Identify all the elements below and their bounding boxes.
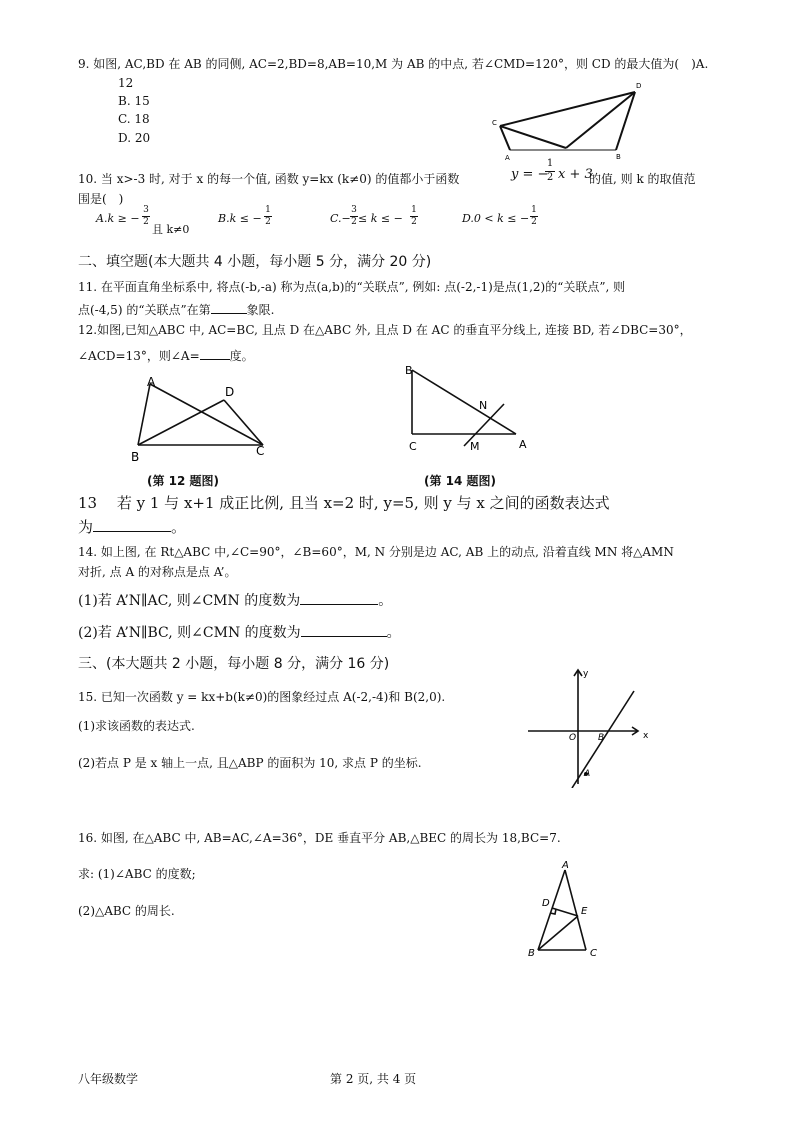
fig14-label-n: N [479,399,488,412]
q9-option-d: D. 20 [118,131,151,145]
fig14-caption: (第 14 题图) [424,474,497,488]
q10-option-b: B.k ≤ − 1 2 [218,205,271,227]
q14-sub1: (1)若 A’N∥AC, 则∠CMN 的度数为 。 [78,593,393,609]
q11-line2: 点(-4,5) 的“关联点”在第 象限. [78,303,275,317]
q10-option-a: A.k ≥ − 3 2 且 k≠0 [96,205,190,236]
fig12-label-d: D [225,385,235,399]
fig16-label-b: B [528,948,535,959]
q9-label-c: C [492,119,497,127]
fig15-label-y: y [583,669,589,679]
fig12-label-b: B [131,450,140,464]
q13-line1: 13 若 y 1 与 x+1 成正比例, 且当 x=2 时, y=5, 则 y 与 x 之间的函数表达式 [78,494,610,512]
fig12-caption: (第 12 题图) [147,474,220,488]
q10-option-c: C.− 3 2 ≤ k ≤ − 1 2 [330,205,417,227]
fig14-label-c: C [409,440,417,453]
fig12 [128,368,278,466]
fig14-label-b: B [405,364,413,377]
fig14-label-a: A [519,438,527,451]
fig14 [400,360,540,460]
q14-line2: 对折, 点 A 的对称点是点 A’。 [78,565,237,579]
footer-page-number: 第 2 页, 共 4 页 [330,1072,417,1086]
q9-stem: 9. 如图, AC,BD 在 AB 的同侧, AC=2,BD=8,AB=10,M 为 AB 的中点, 若∠CMD=120°，则 CD 的最大值为( )A. [78,57,709,71]
q9-option-c: C. 18 [118,112,150,126]
q9-label-a: A [505,154,510,162]
q16-sub2: (2)△ABC 的周长. [78,904,175,918]
fig15 [526,664,650,788]
fig16-label-a: A [562,860,569,871]
q16-sub1: 求: (1)∠ABC 的度数; [78,867,196,881]
q13-line2: 为 。 [78,518,187,536]
q14-line1: 14. 如上图, 在 Rt△ABC 中,∠C=90°，∠B=60°，M, N 分别是边 AC, AB 上的动点, 沿着直线 MN 将△AMN [78,545,674,559]
fig15-label-b: B [598,733,605,743]
q16-line1: 16. 如图, 在△ABC 中, AB=AC,∠A=36°，DE 垂直平分 AB,△BEC 的周长为 18,BC=7. [78,831,561,845]
fig15-label-a: A [584,769,591,779]
section-3-heading: 三、(本大题共 2 小题，每小题 8 分，满分 16 分) [78,656,390,672]
q9-label-b: B [616,153,621,161]
fig15-label-x: x [643,731,649,741]
footer-subject: 八年级数学 [78,1072,139,1086]
q11-line1: 11. 在平面直角坐标系中, 将点(-b,-a) 称为点(a,b)的“关联点”, 例如: 点(-2,-1)是点(1,2)的“关联点”, 则 [78,280,626,294]
fig14-label-m: M [470,440,480,453]
q9-label-d: D [636,82,642,90]
q11-answer-blank[interactable] [211,301,247,314]
fig12-label-a: A [147,375,156,389]
q12-answer-blank[interactable] [200,347,230,360]
q10-stem-line1b: 的值, 则 k 的取值范 [589,172,696,186]
q15-line1: 15. 已知一次函数 y = kx+b(k≠0)的图象经过点 A(-2,-4)和 B(2,0). [78,690,446,704]
fig15-label-o: O [569,733,577,743]
q12-line1: 12.如图,已知△ABC 中, AC=BC, 且点 D 在△ABC 外, 且点 D 在 AC 的垂直平分线上, 连接 BD, 若∠DBC=30°， [78,323,692,337]
q10-formula-num: 1 [546,158,554,169]
q15-sub2: (2)若点 P 是 x 轴上一点, 且△ABP 的面积为 10, 求点 P 的坐标. [78,756,422,770]
q14-sub1-blank[interactable] [300,592,378,605]
q10-formula-tail: x + 3 [558,167,593,182]
fig16-label-e: E [581,906,588,917]
q12-line2: ∠ACD=13°，则∠A= 度。 [78,349,254,363]
section-2-heading: 二、填空题(本大题共 4 小题，每小题 5 分，满分 20 分) [78,254,432,270]
q15-sub1: (1)求该函数的表达式. [78,719,195,733]
fig16 [520,856,608,960]
q10-stem-line2: 围是( ) [78,192,124,206]
fig16-label-c: C [590,948,597,959]
q9-figure [488,78,648,162]
q14-sub2-blank[interactable] [301,624,387,637]
q10-stem-line1a: 10. 当 x>-3 时, 对于 x 的每一个值, 函数 y=kx (k≠0) 的值都小于函数 [78,172,460,186]
q9-option-b: B. 15 [118,94,150,108]
fig16-label-d: D [542,898,550,909]
q14-sub2: (2)若 A’N∥BC, 则∠CMN 的度数为 。 [78,625,401,641]
q9-option-a-value: 12 [118,76,134,90]
q10-formula-den: 2 [546,172,554,183]
fig12-label-c: C [256,444,265,458]
q10-formula-head: y = − [511,167,549,182]
q13-answer-blank[interactable] [93,519,171,532]
q10-option-d: D.0 < k ≤ − 1 2 [462,205,537,227]
